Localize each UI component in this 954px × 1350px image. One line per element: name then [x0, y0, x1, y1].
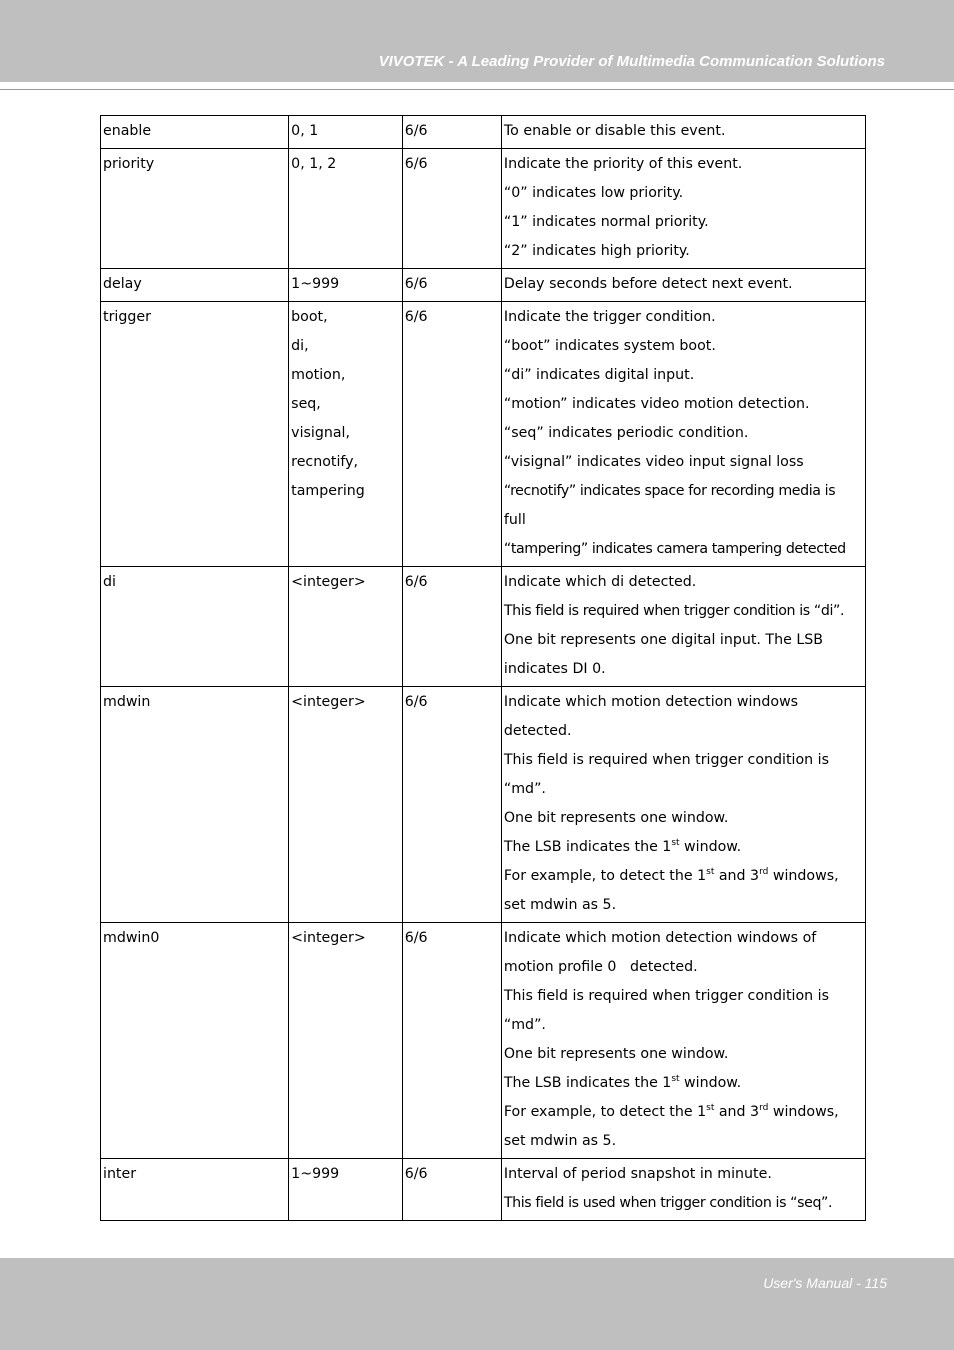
param-value-cell	[289, 567, 403, 687]
description-line: One bit represents one window.	[503, 810, 729, 826]
ordinal-suffix: st	[671, 1074, 680, 1084]
description-line: set mdwin as 5.	[503, 1133, 617, 1149]
lsb-text: The LSB indicates the 1	[503, 839, 672, 855]
param-security-cell	[402, 923, 501, 1159]
description-line: This field is required when trigger condition is	[503, 988, 829, 1004]
table-row	[101, 1159, 866, 1221]
param-value: recnotify,	[291, 454, 359, 470]
param-security: 6/6	[404, 156, 428, 172]
param-security-cell	[402, 567, 501, 687]
param-security-cell	[402, 1159, 501, 1221]
param-value-cell	[289, 923, 403, 1159]
param-value-cell	[289, 149, 403, 269]
description-line: One bit represents one window.	[503, 1046, 729, 1062]
param-security: 6/6	[404, 574, 428, 590]
param-security-cell	[402, 149, 501, 269]
description-line: “0” indicates low priority.	[503, 185, 684, 201]
description-line: full	[503, 512, 526, 528]
param-value: boot,	[291, 309, 328, 325]
description-line: “1” indicates normal priority.	[503, 214, 709, 230]
description-line: motion profile 0 detected.	[503, 959, 698, 975]
description-line: Indicate which motion detection windows of	[503, 930, 817, 946]
param-description-cell	[501, 302, 865, 567]
param-name: enable	[103, 123, 152, 139]
description-line	[504, 1098, 863, 1127]
description-line: This field is used when trigger condition is “seq”.	[503, 1195, 833, 1211]
lsb-text: window.	[679, 1075, 742, 1091]
ordinal-suffix: rd	[759, 1103, 769, 1113]
param-value: seq,	[291, 396, 321, 412]
param-value-cell	[289, 116, 403, 149]
description-line: “visignal” indicates video input signal loss	[503, 454, 804, 470]
lsb-text: The LSB indicates the 1	[503, 1075, 672, 1091]
param-name: priority	[103, 156, 155, 172]
param-name: delay	[103, 276, 142, 292]
description-line	[504, 1069, 863, 1098]
description-line: Indicate which di detected.	[503, 574, 697, 590]
ordinal-suffix: rd	[759, 867, 769, 877]
lsb-text: window.	[679, 839, 742, 855]
table-row	[101, 116, 866, 149]
example-text: windows,	[768, 1104, 839, 1120]
param-security-cell	[402, 269, 501, 302]
table-row	[101, 567, 866, 687]
param-name-cell	[101, 302, 289, 567]
param-name-cell	[101, 567, 289, 687]
param-value: 1~999	[291, 1166, 340, 1182]
parameter-table	[100, 115, 866, 1221]
ordinal-suffix: st	[706, 1103, 715, 1113]
description-line: This field is required when trigger condition is	[503, 752, 829, 768]
param-value: <integer>	[291, 574, 366, 590]
example-text: For example, to detect the 1	[503, 868, 707, 884]
param-name-cell	[101, 116, 289, 149]
param-security: 6/6	[404, 694, 428, 710]
description-line: This field is required when trigger condition is “di”.	[503, 603, 845, 619]
param-name-cell	[101, 687, 289, 923]
param-security: 6/6	[404, 1166, 428, 1182]
param-value: motion,	[291, 367, 346, 383]
header-divider	[0, 89, 954, 90]
param-description-cell	[501, 923, 865, 1159]
param-description-cell	[501, 116, 865, 149]
description-line: “motion” indicates video motion detection.	[503, 396, 810, 412]
description-line: Indicate which motion detection windows	[503, 694, 799, 710]
param-security-cell	[402, 116, 501, 149]
param-description-cell	[501, 687, 865, 923]
param-name: inter	[103, 1166, 137, 1182]
description-line: “seq” indicates periodic condition.	[503, 425, 749, 441]
description-line: set mdwin as 5.	[503, 897, 617, 913]
description-line: “md”.	[503, 1017, 546, 1033]
example-text: and 3	[714, 1104, 760, 1120]
param-description-cell	[501, 567, 865, 687]
table-row	[101, 923, 866, 1159]
param-description-cell	[501, 269, 865, 302]
param-value-cell	[289, 269, 403, 302]
param-name: trigger	[103, 309, 151, 325]
description-line: “md”.	[503, 781, 546, 797]
description-line: Interval of period snapshot in minute.	[503, 1166, 772, 1182]
example-text: For example, to detect the 1	[503, 1104, 707, 1120]
description-line	[504, 833, 863, 862]
description-line: indicates DI 0.	[503, 661, 606, 677]
param-value: visignal,	[291, 425, 350, 441]
param-name-cell	[101, 149, 289, 269]
param-value-cell	[289, 302, 403, 567]
table-row	[101, 687, 866, 923]
param-name-cell	[101, 269, 289, 302]
param-value: <integer>	[291, 930, 366, 946]
param-value: 0, 1	[291, 123, 319, 139]
param-value: 0, 1, 2	[291, 156, 337, 172]
param-description-cell	[501, 149, 865, 269]
param-name: mdwin0	[103, 930, 160, 946]
example-text: windows,	[768, 868, 839, 884]
description-line: “boot” indicates system boot.	[503, 338, 716, 354]
param-name: di	[103, 574, 116, 590]
param-security: 6/6	[404, 276, 428, 292]
description-line: To enable or disable this event.	[503, 123, 726, 139]
description-line: “recnotify” indicates space for recording media is	[503, 483, 836, 499]
param-security: 6/6	[404, 930, 428, 946]
ordinal-suffix: st	[706, 867, 715, 877]
description-line: detected.	[503, 723, 572, 739]
description-line: “2” indicates high priority.	[503, 243, 690, 259]
description-line: Indicate the trigger condition.	[503, 309, 716, 325]
param-name-cell	[101, 1159, 289, 1221]
param-value-cell	[289, 1159, 403, 1221]
param-name-cell	[101, 923, 289, 1159]
param-security: 6/6	[404, 123, 428, 139]
param-value: di,	[291, 338, 309, 354]
description-line	[504, 862, 863, 891]
param-value: tampering	[291, 483, 365, 499]
param-security-cell	[402, 687, 501, 923]
example-text: and 3	[714, 868, 760, 884]
param-value: <integer>	[291, 694, 366, 710]
footer-band	[0, 1258, 954, 1350]
param-value-cell	[289, 687, 403, 923]
page-number: User's Manual - 115	[763, 1275, 887, 1291]
header-title: VIVOTEK - A Leading Provider of Multimedia Communication Solutions	[378, 53, 885, 70]
description-line: “di” indicates digital input.	[503, 367, 695, 383]
table-row	[101, 269, 866, 302]
ordinal-suffix: st	[671, 838, 680, 848]
param-security-cell	[402, 302, 501, 567]
param-security: 6/6	[404, 309, 428, 325]
table-row	[101, 149, 866, 269]
param-value: 1~999	[291, 276, 340, 292]
param-name: mdwin	[103, 694, 151, 710]
description-line: One bit represents one digital input. The LSB	[503, 632, 823, 648]
param-description-cell	[501, 1159, 865, 1221]
description-line: Indicate the priority of this event.	[503, 156, 743, 172]
table-row	[101, 302, 866, 567]
description-line: Delay seconds before detect next event.	[503, 276, 793, 292]
description-line: “tampering” indicates camera tampering detected	[503, 541, 846, 557]
